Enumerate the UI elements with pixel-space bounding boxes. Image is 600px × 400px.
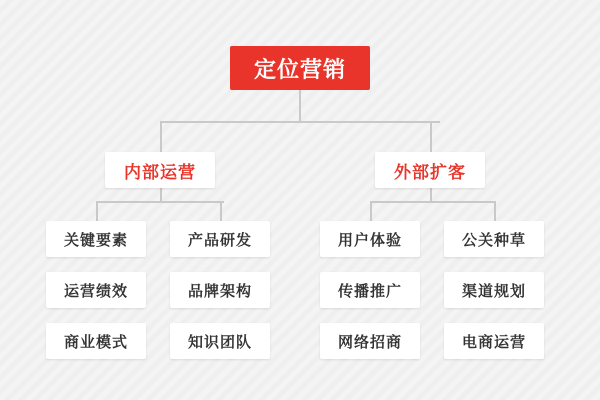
leaf-node[interactable]: 品牌架构 bbox=[170, 272, 270, 308]
connector-left-col0-stem bbox=[96, 201, 98, 221]
leaf-node[interactable]: 商业模式 bbox=[46, 323, 146, 359]
connector-root-stem bbox=[299, 90, 301, 122]
leaf-node[interactable]: 知识团队 bbox=[170, 323, 270, 359]
connector-right-col3-stem bbox=[494, 201, 496, 221]
leaf-node[interactable]: 关键要素 bbox=[46, 221, 146, 257]
leaf-node[interactable]: 用户体验 bbox=[320, 221, 420, 257]
connector-left-leaf-bus bbox=[96, 201, 224, 203]
connector-right-leaf-stem bbox=[430, 188, 432, 202]
leaf-node[interactable]: 渠道规划 bbox=[444, 272, 544, 308]
connector-left-leaf-stem bbox=[160, 188, 162, 202]
connector-branch-left-stem bbox=[160, 121, 162, 152]
connector-branch-bus bbox=[160, 121, 440, 123]
branch-node-internal-operations[interactable]: 内部运营 bbox=[105, 152, 215, 188]
connector-branch-right-stem bbox=[430, 121, 432, 152]
leaf-node[interactable]: 传播推广 bbox=[320, 272, 420, 308]
connector-left-col1-stem bbox=[220, 201, 222, 221]
leaf-node[interactable]: 公关种草 bbox=[444, 221, 544, 257]
connector-right-col2-stem bbox=[370, 201, 372, 221]
connector-right-leaf-bus bbox=[370, 201, 494, 203]
leaf-node[interactable]: 电商运营 bbox=[444, 323, 544, 359]
leaf-node[interactable]: 运营绩效 bbox=[46, 272, 146, 308]
root-node[interactable]: 定位营销 bbox=[230, 46, 370, 90]
leaf-node[interactable]: 产品研发 bbox=[170, 221, 270, 257]
branch-node-external-expansion[interactable]: 外部扩客 bbox=[375, 152, 485, 188]
leaf-node[interactable]: 网络招商 bbox=[320, 323, 420, 359]
